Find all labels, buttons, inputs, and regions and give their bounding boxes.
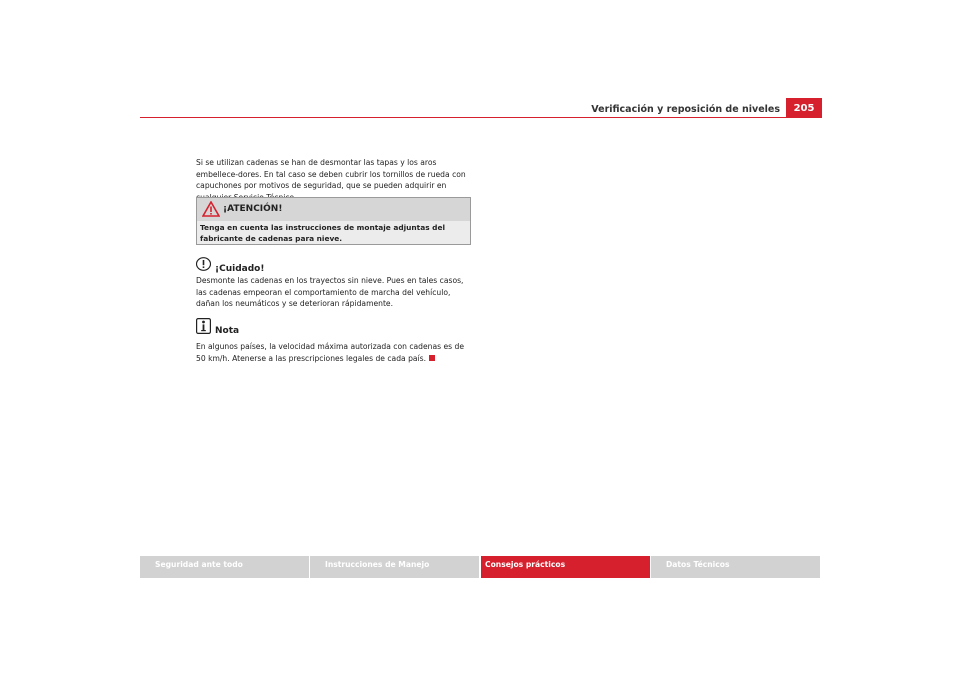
footer-tab-datos[interactable]: Datos Técnicos bbox=[651, 556, 820, 578]
footer-tab-instrucciones[interactable]: Instrucciones de Manejo bbox=[310, 556, 479, 578]
warning-text: Tenga en cuenta las instrucciones de montaje adjuntas del fabricante de cadenas para nieve. bbox=[200, 223, 446, 243]
note-title: Nota bbox=[215, 326, 240, 336]
intro-paragraph: Si se utilizan cadenas se han de desmontar las tapas y los aros embellece-dores. En tal caso se deben cubrir los tornillos de rueda con capuchones por motivos de seguridad, que se pueden adquirir en bbox=[196, 158, 466, 191]
note-info-icon bbox=[196, 318, 211, 334]
footer-tab-consejos[interactable]: Consejos prácticos bbox=[481, 556, 650, 578]
caution-exclamation-icon bbox=[196, 257, 211, 271]
caution-title: ¡Cuidado! bbox=[215, 264, 265, 274]
note-text bbox=[196, 341, 471, 364]
warning-triangle-icon bbox=[202, 201, 220, 217]
caution-text: Desmonte las cadenas en los trayectos sin nieve. Pues en tales casos, las cadenas empeoran el comportamiento de marcha del vehículo, dañan los neumáticos y se deterioran rápidamente. bbox=[196, 276, 464, 309]
page-number: 205 bbox=[786, 98, 822, 118]
warning-box bbox=[196, 197, 471, 245]
page-header-title: Verificación y reposición de niveles bbox=[591, 104, 780, 115]
note-text-content: En algunos países, la velocidad máxima autorizada con cadenas es de 50 km/h. Atenerse a las prescripciones legales de cada país. bbox=[196, 342, 465, 363]
section-end-marker bbox=[429, 355, 435, 361]
warning-title: ¡ATENCIÓN! bbox=[223, 204, 283, 214]
warning-header bbox=[197, 198, 470, 221]
header-divider bbox=[140, 117, 822, 118]
footer-tab-seguridad[interactable]: Seguridad ante todo bbox=[140, 556, 309, 578]
